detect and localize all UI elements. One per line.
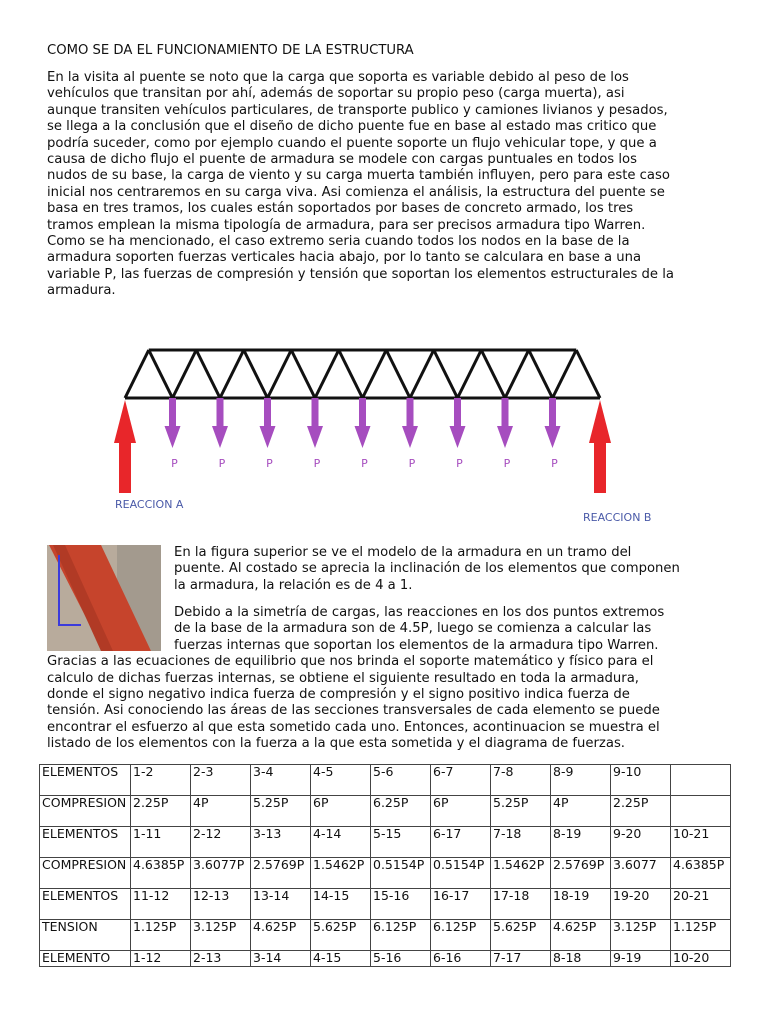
intro-paragraph (47, 70, 737, 300)
table-cell: 4.625P (551, 920, 611, 951)
table-cell: 4P (191, 796, 251, 827)
text-line: puente. Al costado se aprecia la inclinación de los elementos que componen (174, 561, 680, 577)
diagonal-member (529, 350, 553, 398)
table-cell: 3.6077P (191, 858, 251, 889)
table-cell: 1.125P (671, 920, 731, 951)
table-cell: 2.5769P (551, 858, 611, 889)
table-cell: 6-16 (431, 951, 491, 967)
table-cell: 5-15 (371, 827, 431, 858)
table-row (40, 889, 731, 920)
table-cell: 16-17 (431, 889, 491, 920)
text-line: vehículos que transitan por ahí, además de soportar su propio peso (carga muerta), asi (47, 86, 625, 102)
table-cell: 4-14 (311, 827, 371, 858)
load-label: P (266, 457, 273, 470)
row-header-cell: ELEMENTOS (40, 889, 131, 920)
load-arrow-head (545, 426, 561, 448)
text-line: listado de los elementos con la fuerza a la que esta sometida y el diagrama de fuerzas. (47, 736, 626, 752)
diagonal-member (268, 350, 292, 398)
table-cell: 10-21 (671, 827, 731, 858)
reaction-a-label: REACCION A (115, 498, 184, 511)
table-row (40, 951, 731, 967)
table-cell: 10-20 (671, 951, 731, 967)
diagonal-member (458, 350, 482, 398)
table-cell: 7-8 (491, 765, 551, 796)
diagonal-member (244, 350, 268, 398)
load-arrow-head (355, 426, 371, 448)
table-cell: 11-12 (131, 889, 191, 920)
table-cell: 9-10 (611, 765, 671, 796)
text-line: la armadura, la relación es de 4 a 1. (174, 577, 413, 593)
table-row (40, 765, 731, 796)
reaction-a-arrow-shaft (119, 441, 131, 493)
table-cell: 19-20 (611, 889, 671, 920)
load-arrow-shaft (502, 398, 509, 428)
table-cell: 2-12 (191, 827, 251, 858)
load-label: P (456, 457, 463, 470)
table-cell: 4-15 (311, 951, 371, 967)
row-header-cell: COMPRESION (40, 858, 131, 889)
table-cell: 5-6 (371, 765, 431, 796)
load-label: P (218, 457, 226, 470)
load-label: P (503, 457, 511, 470)
text-line: encontrar el esfuerzo al que esta sometido cada uno. Entonces, acontinuacion se muestra el (47, 719, 660, 735)
diagonal-member (173, 350, 197, 398)
text-line: Como se ha mencionado, el caso extremo seria cuando todos los nodos en la base de la (47, 234, 630, 250)
diagonal-member (481, 350, 505, 398)
load-arrow-shaft (359, 398, 366, 428)
table-cell: 3-14 (251, 951, 311, 967)
table-cell: 9-19 (611, 951, 671, 967)
load-label: P (313, 457, 321, 470)
load-arrow-head (402, 426, 418, 448)
text-line: se llega a la conclusión que el diseño de dicho puente fue en base al estado mas critico que (47, 119, 657, 135)
table-cell: 1-11 (131, 827, 191, 858)
load-label: P (408, 457, 416, 470)
reaction-a-arrow (114, 400, 136, 443)
table-cell: 8-18 (551, 951, 611, 967)
section-heading: COMO SE DA EL FUNCIONAMIENTO DE LA ESTRUCTURA (47, 43, 414, 58)
table-cell: 0.5154P (431, 858, 491, 889)
diagonal-member (315, 350, 339, 398)
text-line: donde el signo negativo indica fuerza de compresión y el signo positivo indica fuerza de (47, 687, 630, 703)
row-header-cell: ELEMENTOS (40, 827, 131, 858)
load-arrow-shaft (407, 398, 414, 428)
row-header-cell: ELEMENTOS (40, 765, 131, 796)
table-cell: 7-18 (491, 827, 551, 858)
table-cell: 5-16 (371, 951, 431, 967)
load-arrow-head (260, 426, 276, 448)
table-cell: 5.25P (491, 796, 551, 827)
text-line: basa en tres tramos, los cuales están soportados por bases de concreto armado, los tres (47, 201, 634, 217)
load-arrow-shaft (454, 398, 461, 428)
row-header-cell: COMPRESION (40, 796, 131, 827)
table-cell: 5.625P (311, 920, 371, 951)
table-row (40, 858, 731, 889)
load-arrow-head (450, 426, 466, 448)
table-cell: 5.25P (251, 796, 311, 827)
forces-table (39, 764, 731, 967)
table-cell: 7-17 (491, 951, 551, 967)
text-line: de la base de la armadura son de 4.5P, luego se comienza a calcular las (174, 621, 652, 637)
table-cell: 1-2 (131, 765, 191, 796)
diagonal-member (149, 350, 173, 398)
load-arrow-shaft (169, 398, 176, 428)
table-cell: 4-5 (311, 765, 371, 796)
table-cell: 15-16 (371, 889, 431, 920)
load-arrow-head (307, 426, 323, 448)
table-cell: 4.625P (251, 920, 311, 951)
diagonal-member (505, 350, 529, 398)
load-arrow-head (165, 426, 181, 448)
text-line: aunque transiten vehículos particulares, de transporte publico y camiones livianos y pesados, (47, 102, 668, 118)
table-cell: 6-17 (431, 827, 491, 858)
diagonal-member (410, 350, 434, 398)
table-cell: 1.125P (131, 920, 191, 951)
table-cell: 2-3 (191, 765, 251, 796)
reaction-b-arrow-shaft (594, 441, 606, 493)
diagonal-member (553, 350, 577, 398)
diagonal-member (220, 350, 244, 398)
load-arrow-shaft (217, 398, 224, 428)
text-line: armadura. (47, 283, 116, 299)
table-cell: 3.125P (611, 920, 671, 951)
load-arrow-shaft (264, 398, 271, 428)
figure-description-paragraph (47, 545, 737, 594)
diagonal-member (125, 350, 149, 398)
text-line: podría suceder, como por ejemplo cuando el puente soporte un flujo vehicular tope, y que a (47, 135, 657, 151)
table-cell: 3.125P (191, 920, 251, 951)
table-cell (671, 765, 731, 796)
table-cell: 12-13 (191, 889, 251, 920)
text-line: En la figura superior se ve el modelo de la armadura en un tramo del (174, 545, 632, 560)
diagonal-member (386, 350, 410, 398)
load-label: P (361, 457, 368, 470)
table-cell: 6.125P (431, 920, 491, 951)
table-cell: 4P (551, 796, 611, 827)
table-cell: 6P (311, 796, 371, 827)
table-cell: 3.6077 (611, 858, 671, 889)
table-cell: 1-12 (131, 951, 191, 967)
table-cell: 2.25P (131, 796, 191, 827)
diagonal-member (339, 350, 363, 398)
load-label: P (171, 457, 178, 470)
diagonal-member (291, 350, 315, 398)
load-arrow-shaft (312, 398, 319, 428)
table-cell: 4.6385P (131, 858, 191, 889)
table-cell: 8-19 (551, 827, 611, 858)
table-row (40, 796, 731, 827)
analysis-paragraph (47, 605, 737, 753)
table-row (40, 827, 731, 858)
reaction-b-arrow (589, 400, 611, 443)
table-cell: 1.5462P (311, 858, 371, 889)
load-label: P (551, 457, 558, 470)
table-cell: 4.6385P (671, 858, 731, 889)
diagonal-member (576, 350, 600, 398)
text-line: Debido a la simetría de cargas, las reacciones en los dos puntos extremos (174, 605, 665, 620)
diagonal-member (196, 350, 220, 398)
table-cell: 8-9 (551, 765, 611, 796)
table-cell: 0.5154P (371, 858, 431, 889)
text-line: Gracias a las ecuaciones de equilibrio que nos brinda el soporte matemático y físico para el (47, 654, 654, 670)
table-cell: 2.5769P (251, 858, 311, 889)
table-cell: 6.125P (371, 920, 431, 951)
table-cell: 2-13 (191, 951, 251, 967)
diagonal-member (363, 350, 387, 398)
text-line: inicial nos centraremos en su carga viva. Asi comienza el análisis, la estructura del puente se (47, 184, 665, 200)
load-arrow-shaft (549, 398, 556, 428)
table-cell: 14-15 (311, 889, 371, 920)
table-cell: 1.5462P (491, 858, 551, 889)
load-arrow-head (497, 426, 513, 448)
table-cell: 3-4 (251, 765, 311, 796)
text-line: causa de dicho flujo el puente de armadura se modele con cargas puntuales en todos los (47, 152, 637, 168)
table-row (40, 920, 731, 951)
table-cell (671, 796, 731, 827)
text-line: armadura soporten fuerzas verticales hacia abajo, por lo tanto se calculara en base a una (47, 250, 642, 266)
table-cell: 6P (431, 796, 491, 827)
row-header-cell: ELEMENTO (40, 951, 131, 967)
table-cell: 17-18 (491, 889, 551, 920)
table-cell: 13-14 (251, 889, 311, 920)
row-header-cell: TENSION (40, 920, 131, 951)
text-line: calculo de dichas fuerzas internas, se obtiene el siguiente resultado en toda la armadura, (47, 670, 639, 686)
text-line: En la visita al puente se noto que la carga que soporta es variable debido al peso de los (47, 70, 629, 85)
table-cell: 5.625P (491, 920, 551, 951)
table-cell: 6.25P (371, 796, 431, 827)
table-cell: 9-20 (611, 827, 671, 858)
text-line: fuerzas internas que soportan los elementos de la armadura tipo Warren. (174, 637, 659, 653)
table-cell: 6-7 (431, 765, 491, 796)
warren-truss-figure (105, 336, 665, 536)
reaction-b-label: REACCION B (583, 511, 652, 524)
table-cell: 18-19 (551, 889, 611, 920)
table-cell: 2.25P (611, 796, 671, 827)
load-arrow-head (212, 426, 228, 448)
text-line: tensión. Asi conociendo las áreas de las secciones transversales de cada elemento se puede (47, 703, 660, 719)
text-line: nudos de su base, la carga de viento y su carga muerta también influyen, pero para este caso (47, 168, 670, 184)
table-cell: 20-21 (671, 889, 731, 920)
text-line: variable P, las fuerzas de compresión y tensión que soportan los elementos estructurales de la (47, 266, 674, 282)
diagonal-member (434, 350, 458, 398)
table-cell: 3-13 (251, 827, 311, 858)
text-line: tramos emplean la misma tipología de armadura, para ser precisos armadura tipo Warren. (47, 217, 646, 233)
